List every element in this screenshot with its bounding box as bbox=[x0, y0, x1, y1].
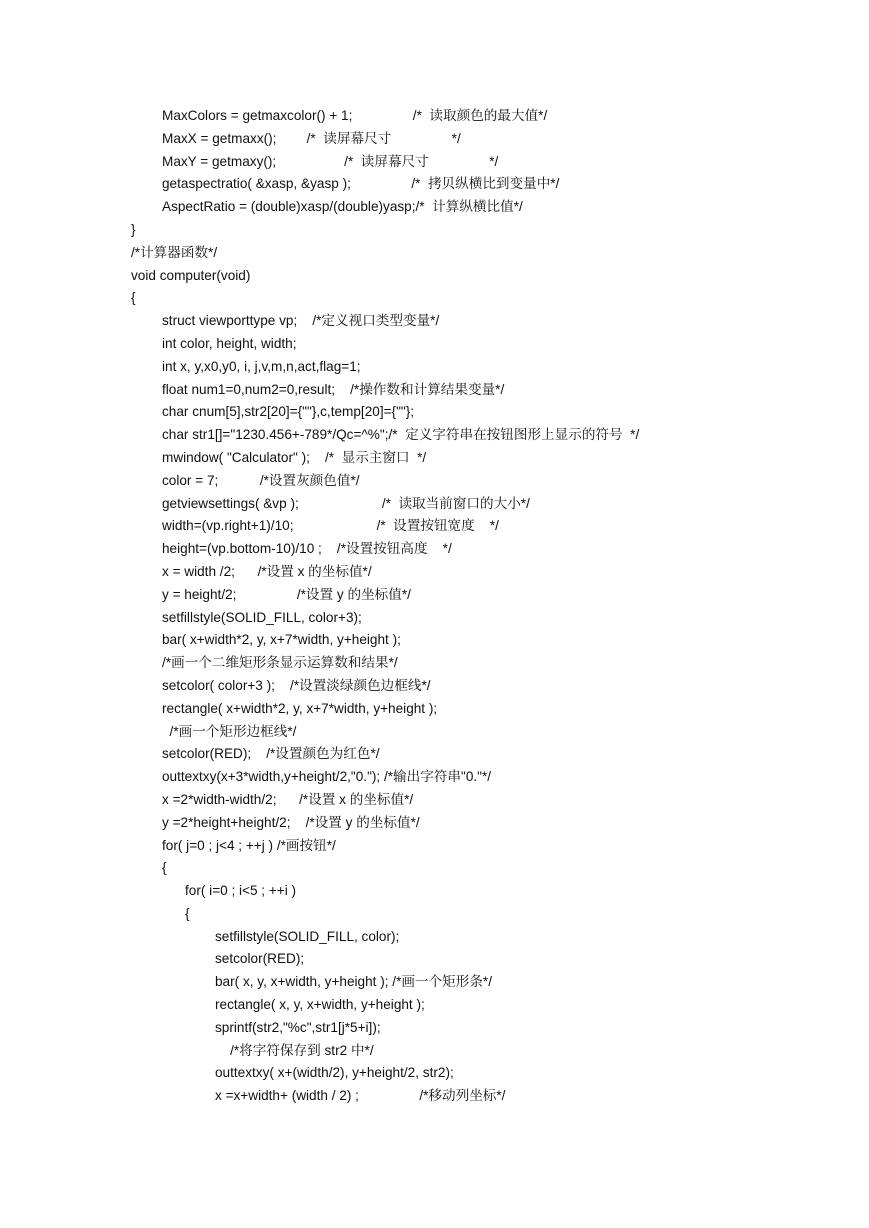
code-line: for( i=0 ; i<5 ; ++i ) bbox=[185, 883, 297, 899]
code-line: mwindow( "Calculator" ); /* 显示主窗口 */ bbox=[162, 449, 427, 465]
code-line: rectangle( x+width*2, y, x+7*width, y+height ); bbox=[162, 700, 438, 716]
code-line: outtextxy( x+(width/2), y+height/2, str2); bbox=[215, 1065, 454, 1081]
code-line: { bbox=[131, 290, 136, 306]
code-line: setcolor( color+3 ); /*设置淡绿颜色边框线*/ bbox=[162, 677, 431, 693]
code-line: setcolor(RED); bbox=[215, 951, 305, 967]
code-line: AspectRatio = (double)xasp/(double)yasp;/* 计算纵横比值*/ bbox=[162, 199, 523, 215]
code-line: getaspectratio( &xasp, &yasp ); /* 拷贝纵横比到变量中*/ bbox=[162, 176, 560, 192]
code-line: rectangle( x, y, x+width, y+height ); bbox=[215, 997, 425, 1013]
code-line: void computer(void) bbox=[131, 267, 251, 283]
code-line: /*计算器函数*/ bbox=[131, 244, 218, 260]
code-line: char cnum[5],str2[20]={""},c,temp[20]={""}; bbox=[162, 404, 415, 420]
code-line: struct viewporttype vp; /*定义视口类型变量*/ bbox=[162, 313, 440, 329]
code-line: float num1=0,num2=0,result; /*操作数和计算结果变量*/ bbox=[162, 381, 505, 397]
code-line: MaxY = getmaxy(); /* 读屏幕尺寸 */ bbox=[162, 153, 499, 169]
code-line: setfillstyle(SOLID_FILL, color+3); bbox=[162, 609, 362, 625]
code-line: int x, y,x0,y0, i, j,v,m,n,act,flag=1; bbox=[162, 358, 361, 374]
code-line: int color, height, width; bbox=[162, 335, 297, 351]
code-line: x =x+width+ (width / 2) ; /*移动列坐标*/ bbox=[215, 1088, 506, 1104]
code-line: /*画一个二维矩形条显示运算数和结果*/ bbox=[162, 655, 398, 671]
code-line: y = height/2; /*设置 y 的坐标值*/ bbox=[162, 586, 411, 602]
code-line: { bbox=[162, 860, 167, 876]
code-line: MaxX = getmaxx(); /* 读屏幕尺寸 */ bbox=[162, 130, 461, 146]
code-line: bar( x+width*2, y, x+7*width, y+height ); bbox=[162, 632, 401, 648]
code-line: } bbox=[131, 221, 136, 237]
code-line: /*将字符保存到 str2 中*/ bbox=[215, 1042, 374, 1058]
code-line: setfillstyle(SOLID_FILL, color); bbox=[215, 928, 400, 944]
code-line: setcolor(RED); /*设置颜色为红色*/ bbox=[162, 746, 380, 762]
code-line: { bbox=[185, 905, 190, 921]
code-line: char str1[]="1230.456+-789*/Qc=^%";/* 定义字符串在按钮图形上显示的符号 */ bbox=[162, 427, 640, 443]
code-line: x = width /2; /*设置 x 的坐标值*/ bbox=[162, 563, 372, 579]
code-line: width=(vp.right+1)/10; /* 设置按钮宽度 */ bbox=[162, 518, 499, 534]
code-line: height=(vp.bottom-10)/10 ; /*设置按钮高度 */ bbox=[162, 541, 452, 557]
code-listing bbox=[0, 105, 869, 1108]
code-line: x =2*width-width/2; /*设置 x 的坐标值*/ bbox=[162, 791, 414, 807]
code-line: bar( x, y, x+width, y+height ); /*画一个矩形条*/ bbox=[215, 974, 492, 990]
code-line: sprintf(str2,"%c",str1[j*5+i]); bbox=[215, 1019, 381, 1035]
code-line: color = 7; /*设置灰颜色值*/ bbox=[162, 472, 360, 488]
code-line: getviewsettings( &vp ); /* 读取当前窗口的大小*/ bbox=[162, 495, 530, 511]
code-line: /*画一个矩形边框线*/ bbox=[162, 723, 297, 739]
code-line: for( j=0 ; j<4 ; ++j ) /*画按钮*/ bbox=[162, 837, 336, 853]
code-line: MaxColors = getmaxcolor() + 1; /* 读取颜色的最大值*/ bbox=[162, 108, 548, 123]
code-line: y =2*height+height/2; /*设置 y 的坐标值*/ bbox=[162, 814, 420, 830]
code-line: outtextxy(x+3*width,y+height/2,"0."); /*输出字符串"0."*/ bbox=[162, 769, 492, 785]
